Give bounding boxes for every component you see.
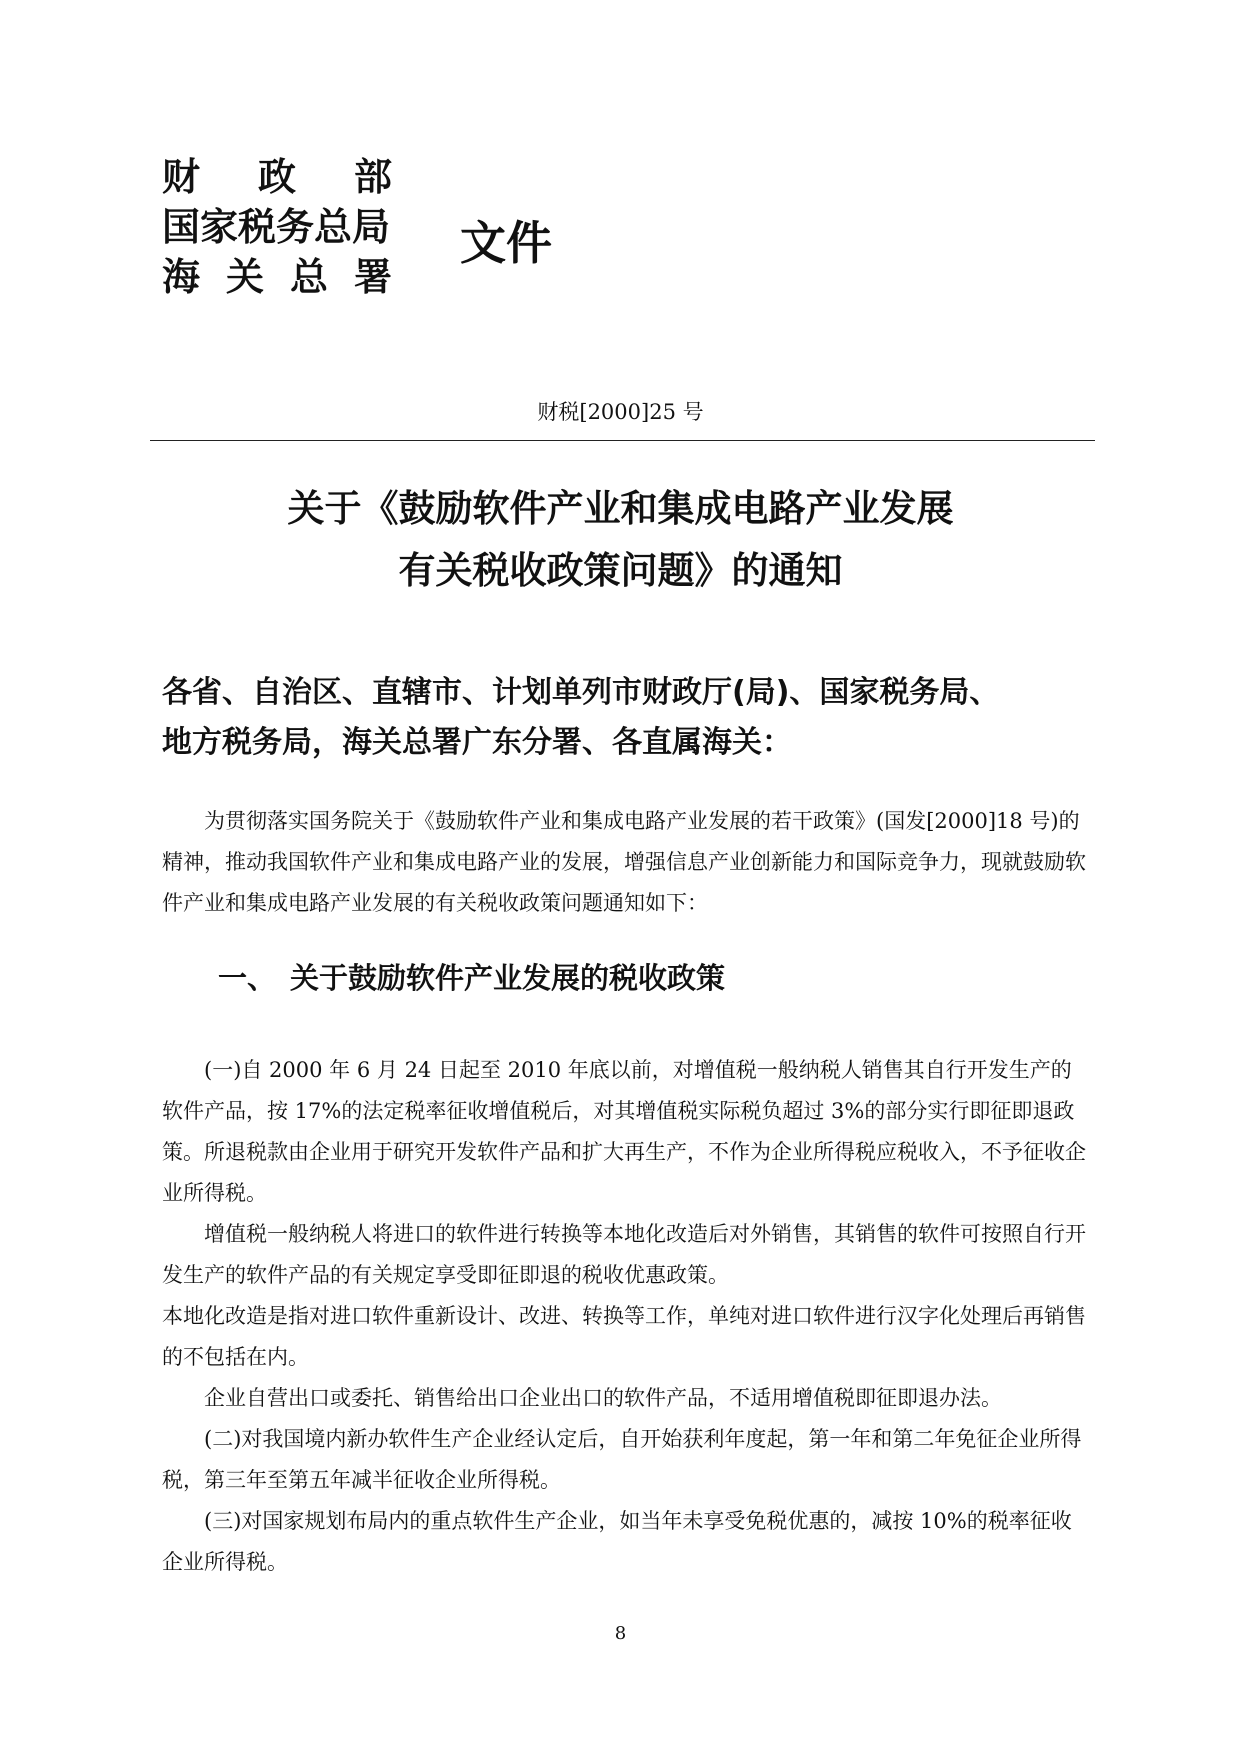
page-number: 8 (614, 1623, 627, 1644)
document-title (0, 478, 1241, 602)
header-divider (150, 440, 1095, 441)
document-number: 财税[2000]25 号 (537, 400, 704, 424)
body-paragraph: (三)对国家规划布局内的重点软件生产企业，如当年未享受免税优惠的，减按 10%的税率征收企业所得税。 (162, 1509, 1072, 1574)
recipients-line-1: 各省、自治区、直辖市、计划单列市财政厅(局)、国家税务局、 (162, 675, 1000, 710)
body-paragraph: 企业自营出口或委托、销售给出口企业出口的软件产品，不适用增值税即征即退办法。 (204, 1386, 1002, 1410)
section-title: 关于鼓励软件产业发展的税收政策 (290, 961, 726, 995)
issuer-char: 部 (353, 155, 392, 199)
section-heading (218, 958, 725, 998)
issuer-customs (162, 252, 392, 302)
issuer-char: 关 (225, 255, 264, 299)
body-paragraph: 本地化改造是指对进口软件重新设计、改进、转换等工作，单纯对进口软件进行汉字化处理后再销售的不包括在内。 (162, 1304, 1086, 1369)
issuer-char: 财 (162, 155, 201, 199)
recipients (162, 668, 1112, 768)
issuer-char: 总 (289, 255, 328, 299)
body-paragraph: 增值税一般纳税人将进口的软件进行转换等本地化改造后对外销售，其销售的软件可按照自行开发生产的软件产品的有关规定享受即征即退的税收优惠政策。 (162, 1222, 1086, 1287)
issuer-char: 政 (257, 155, 296, 199)
section-number: 一、 (218, 961, 277, 995)
title-line-1: 关于《鼓励软件产业和集成电路产业发展 (287, 487, 954, 530)
issuer-ministry-of-finance (162, 152, 392, 202)
body-paragraph: (一)自 2000 年 6 月 24 日起至 2010 年底以前，对增值税一般纳税人销售其自行开发生产的软件产品，按 17%的法定税率征收增值税后，对其增值税实际税负超过 3%的部分实行即征即退政策。所退税款由企业用于研究开发软件产品和扩大再生产，不作为企业所得税应税收入，不予征收企业所得税。 (162, 1058, 1086, 1205)
issuer-char: 海 (162, 255, 201, 299)
issuing-authorities (162, 152, 392, 302)
section-body (162, 1050, 1090, 1583)
issuer-state-taxation (162, 202, 392, 252)
body-paragraph: (二)对我国境内新办软件生产企业经认定后，自开始获利年度起，第一年和第二年免征企业所得税，第三年至第五年减半征收企业所得税。 (162, 1427, 1082, 1492)
title-line-2: 有关税收政策问题》的通知 (398, 549, 843, 592)
intro-paragraph: 为贯彻落实国务院关于《鼓励软件产业和集成电路产业发展的若干政策》(国发[2000]18 号)的精神，推动我国软件产业和集成电路产业的发展，增强信息产业创新能力和国际竞争力，现就鼓励软件产业和集成电路产业发展的有关税收政策问题通知如下： (162, 809, 1086, 915)
recipients-line-2: 地方税务局，海关总署广东分署、各直属海关： (162, 725, 792, 760)
intro-paragraph-block (162, 801, 1090, 924)
issuer-char: 署 (353, 255, 392, 299)
issuer-text: 国家税务总局 (162, 205, 391, 249)
document-type-label: 文件 (460, 216, 552, 270)
